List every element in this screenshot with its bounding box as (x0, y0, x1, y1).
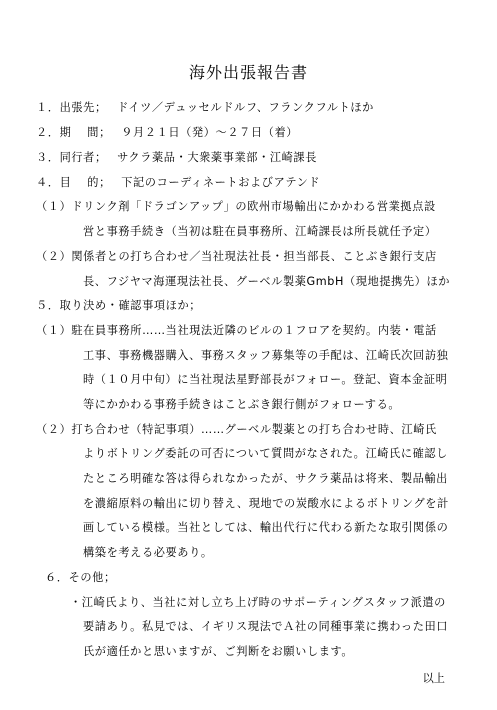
closing-mark: 以上 (422, 672, 445, 685)
agreement-sub-2: （２）打ち合わせ（特記事項）……グーベル製薬との打ち合わせ時、江崎氏 (36, 423, 437, 436)
agreement-sub-2-cont-4: 画している模様。当社としては、輸出代行に代わる新たな取引関係の (83, 521, 449, 534)
item-purpose: ４．目 的； 下記のコーディネートおよびアテンド (36, 176, 321, 189)
agreement-sub-2-cont-3: を濃縮原料の輸出に切り替え、現地での炭酸水によるボトリングを計 (83, 497, 449, 510)
purpose-sub-2: （２）関係者との打ち合わせ／当社現法社長・担当部長、ことぶき銀行支店 (36, 250, 437, 263)
item-companion: ３．同行者； サクラ薬品・大衆薬事業部・江崎課長 (36, 151, 318, 164)
document-title: 海外出張報告書 (188, 63, 308, 82)
agreement-sub-1-cont-2: 時（１０月中旬）に当社現法星野部長がフォロー。登記、資本金証明 (83, 373, 448, 386)
purpose-sub-2-cont: 長、フジヤマ海運現法社長、グーベル製薬GmbH（現地提携先）ほか (83, 275, 451, 288)
item-period: ２．期 間； ９月２１日（発）～２７日（着） (36, 126, 299, 139)
other-bullet: ・江崎氏より、当社に対し立ち上げ時のサポーティングスタッフ派遣の (70, 596, 446, 609)
agreement-sub-1-cont-1: 工事、事務機器購入、事務スタッフ募集等の手配は、江崎氏次回訪独 (83, 349, 449, 362)
other-bullet-cont-2: 氏が適任かと思いますが、ご判断をお願いします。 (83, 645, 354, 658)
purpose-sub-1: （１）ドリンク剤「ドラゴンアップ」の欧州市場輸出にかかわる営業拠点設 (36, 200, 436, 213)
item-other: ６．その他； (45, 571, 116, 584)
agreement-sub-2-cont-5: 構築を考える必要あり。 (83, 546, 213, 559)
other-bullet-cont-1: 要請あり。私見では、イギリス現法でＡ社の同種事業に携わった田口 (83, 620, 449, 633)
item-destination: １．出張先； ドイツ／デュッセルドルフ、フランクフルトほか (36, 101, 374, 114)
agreement-sub-2-cont-1: よりボトリング委託の可否について質問がなされた。江崎氏に確認し (83, 447, 448, 460)
agreement-sub-1-cont-3: 等にかかわる事務手続きはことぶき銀行側がフォローする。 (83, 398, 401, 411)
purpose-sub-1-cont: 営と事務手続き（当初は駐在員事務所、江崎課長は所長就任予定） (83, 225, 437, 238)
agreement-sub-1: （１）駐在員事務所……当社現法近隣のビルの１フロアを契約。内装・電話 (36, 324, 437, 337)
item-agreements: ５．取り決め・確認事項ほか； (36, 299, 202, 312)
agreement-sub-2-cont-2: たところ明確な答は得られなかったが、サクラ薬品は将来、製品輸出 (83, 472, 448, 485)
